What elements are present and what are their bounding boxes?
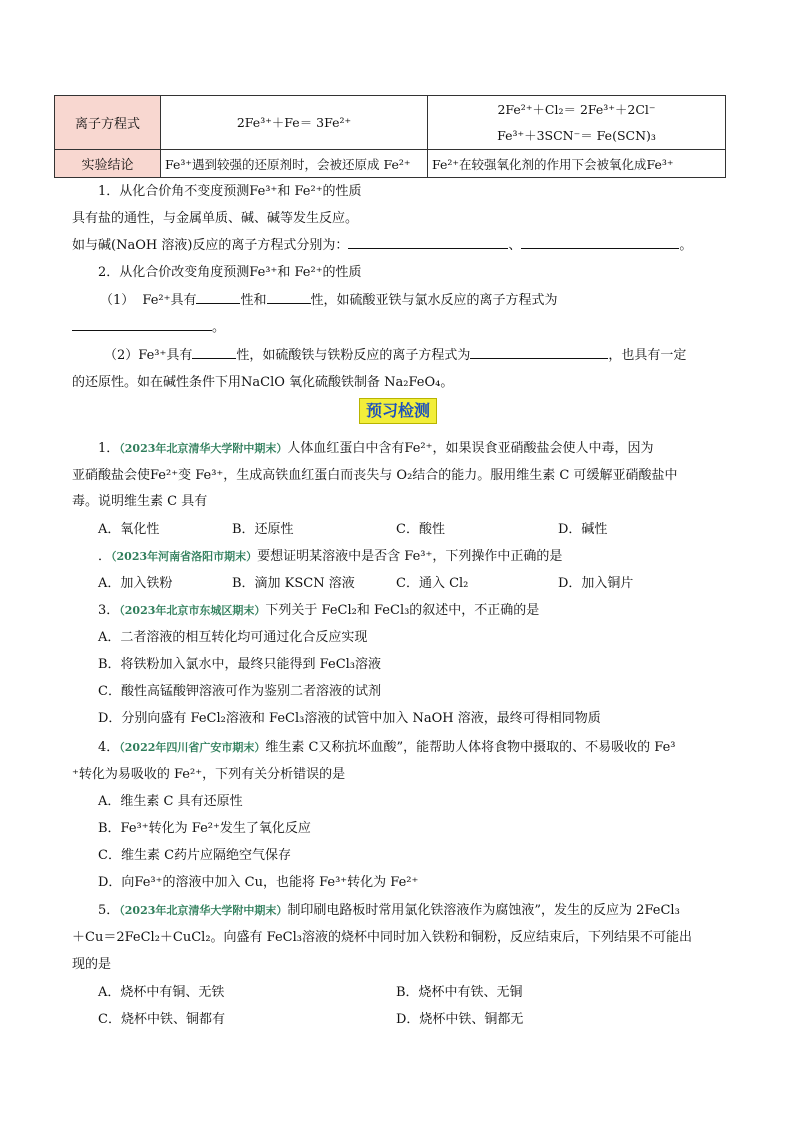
table-header-cell: 实验结论 (55, 150, 161, 178)
notes-text: 、 (508, 238, 522, 253)
notes-text: 具有盐的通性，与金属单质、碱、碱等发生反应。 (72, 211, 359, 226)
question-stem (98, 545, 562, 564)
answer-option[interactable]: B．烧杯中有铁、无铜 (396, 985, 523, 1000)
table-cell: Fe³⁺遇到较强的还原剂时，会被还原成 Fe²⁺ (161, 150, 428, 178)
answer-option[interactable]: C．酸性 (396, 522, 445, 537)
answer-blank[interactable] (196, 291, 240, 304)
question-text: 毒。说明维生素 C 具有 (72, 494, 208, 509)
notes-text: （1） Fe²⁺具有 (100, 293, 197, 308)
answer-option[interactable]: B．Fe³⁺转化为 Fe²⁺发生了氧化反应 (98, 821, 311, 836)
question-text: ⁺转化为易吸收的 Fe²⁺，下列有关分析错误的是 (72, 767, 346, 782)
table-row (55, 96, 726, 150)
notes-fill-line (104, 344, 686, 363)
notes-heading: 1．从化合价角不变度预测Fe³⁺和 Fe²⁺的性质 (98, 184, 362, 199)
question-number: 5． (98, 903, 120, 918)
question-number: 1． (98, 441, 120, 456)
question-source: （2023年北京清华大学附中期末） (119, 904, 288, 917)
question-text: 亚硝酸盐会使Fe²⁺变 Fe³⁺，生成高铁血红蛋白而丧失与 O₂结合的能力。服用维生素 C 可缓解亚硝酸盐中 (72, 468, 678, 483)
answer-option[interactable]: C．酸性高锰酸钾溶液可作为鉴别二者溶液的试剂 (98, 684, 381, 699)
question-source: （2023年北京清华大学附中期末） (119, 442, 288, 455)
table-header-cell: 离子方程式 (55, 96, 161, 150)
question-text: 人体血红蛋白中含有Fe²⁺，如果误食亚硝酸盐会使人中毒，因为 (287, 441, 654, 456)
answer-option[interactable]: A．加入铁粉 (98, 576, 173, 591)
question-text: 制印刷电路板时常用氯化铁溶液作为腐蚀液”，发生的反应为 2FeCl₃ (287, 903, 680, 918)
question-source: （2023年河南省洛阳市期末） (111, 550, 258, 563)
answer-option[interactable]: A．烧杯中有铜、无铁 (98, 985, 225, 1000)
answer-option[interactable]: C．通入 Cl₂ (396, 576, 469, 591)
answer-blank[interactable] (72, 318, 212, 331)
question-number: 4． (98, 740, 120, 755)
answer-blank[interactable] (521, 236, 679, 249)
answer-blank[interactable] (267, 291, 311, 304)
question-stem (98, 736, 675, 755)
notes-fill-line (100, 289, 558, 308)
notes-text: 的还原性。如在碱性条件下用NaClO 氧化硫酸铁制备 Na₂FeO₄。 (72, 375, 454, 390)
question-stem (98, 437, 653, 456)
answer-blank[interactable] (470, 346, 608, 359)
answer-option[interactable]: B．滴加 KSCN 溶液 (232, 576, 355, 591)
table-cell (161, 96, 428, 150)
notes-text: （2）Fe³⁺具有 (104, 348, 193, 363)
notes-text: 如与碱(NaOH 溶液)反应的离子方程式分别为： (72, 238, 349, 253)
question-number: 3． (98, 603, 120, 618)
answer-option[interactable]: B．将铁粉加入氯水中，最终只能得到 FeCl₃溶液 (98, 657, 382, 672)
notes-fill-line (72, 234, 692, 253)
section-title: 预习检测 (359, 398, 437, 424)
notes-fill-line (72, 316, 225, 335)
table-row (55, 150, 726, 178)
answer-option[interactable]: B．还原性 (232, 522, 294, 537)
answer-blank[interactable] (348, 236, 508, 249)
answer-option[interactable]: A．维生素 C 具有还原性 (98, 794, 243, 809)
question-text: 要想证明某溶液中是否含 Fe³⁺，下列操作中正确的是 (257, 549, 563, 564)
answer-blank[interactable] (192, 346, 236, 359)
ionic-equation: Fe³⁺＋3SCN⁻＝ Fe(SCN)₃ (497, 127, 656, 143)
ionic-equation: 2Fe³⁺＋Fe＝ 3Fe²⁺ (236, 114, 352, 130)
question-source: （2022年四川省广安市期末） (119, 741, 266, 754)
question-text: 维生素 C又称抗坏血酸”，能帮助人体将食物中摄取的、不易吸收的 Fe³ (265, 740, 676, 755)
question-source: （2023年北京市东城区期末） (119, 604, 266, 617)
question-text: ＋Cu＝2FeCl₂＋CuCl₂。向盛有 FeCl₃溶液的烧杯中同时加入铁粉和铜粉，反应结束后，下列结果不可能出 (72, 930, 692, 945)
notes-heading: 2．从化合价改变角度预测Fe³⁺和 Fe²⁺的性质 (98, 265, 362, 280)
table-cell (428, 96, 726, 150)
question-text: 现的是 (72, 957, 112, 972)
notes-text: 。 (212, 320, 226, 335)
answer-option[interactable]: D．加入铜片 (558, 576, 634, 591)
answer-option[interactable]: A．氧化性 (98, 522, 160, 537)
notes-text: 性，如硫酸铁与铁粉反应的离子方程式为 (236, 348, 471, 363)
answer-option[interactable]: D．碱性 (558, 522, 608, 537)
answer-option[interactable]: D．烧杯中铁、铜都无 (396, 1012, 524, 1027)
question-number: ． (98, 549, 112, 564)
notes-text: ，也具有一定 (608, 348, 687, 363)
notes-text: 性，如硫酸亚铁与氯水反应的离子方程式为 (310, 293, 558, 308)
question-text: 下列关于 FeCl₂和 FeCl₃的叙述中，不正确的是 (265, 603, 540, 618)
answer-option[interactable]: D．分别向盛有 FeCl₂溶液和 FeCl₃溶液的试管中加入 NaOH 溶液，最终可得相同物质 (98, 711, 601, 726)
table-cell: Fe²⁺在较强氧化剂的作用下会被氧化成Fe³⁺ (428, 150, 726, 178)
ionic-equation: 2Fe²⁺＋Cl₂＝ 2Fe³⁺＋2Cl⁻ (497, 101, 656, 117)
answer-option[interactable]: C．烧杯中铁、铜都有 (98, 1012, 225, 1027)
question-stem (98, 599, 539, 618)
iron-ion-property-table (54, 95, 726, 178)
notes-text: 。 (679, 238, 693, 253)
notes-text: 性和 (240, 293, 267, 308)
answer-option[interactable]: A．二者溶液的相互转化均可通过化合反应实现 (98, 630, 368, 645)
answer-option[interactable]: C．维生素 C药片应隔绝空气保存 (98, 848, 292, 863)
question-stem (98, 899, 680, 918)
answer-option[interactable]: D．向Fe³⁺的溶液中加入 Cu，也能将 Fe³⁺转化为 Fe²⁺ (98, 875, 419, 890)
